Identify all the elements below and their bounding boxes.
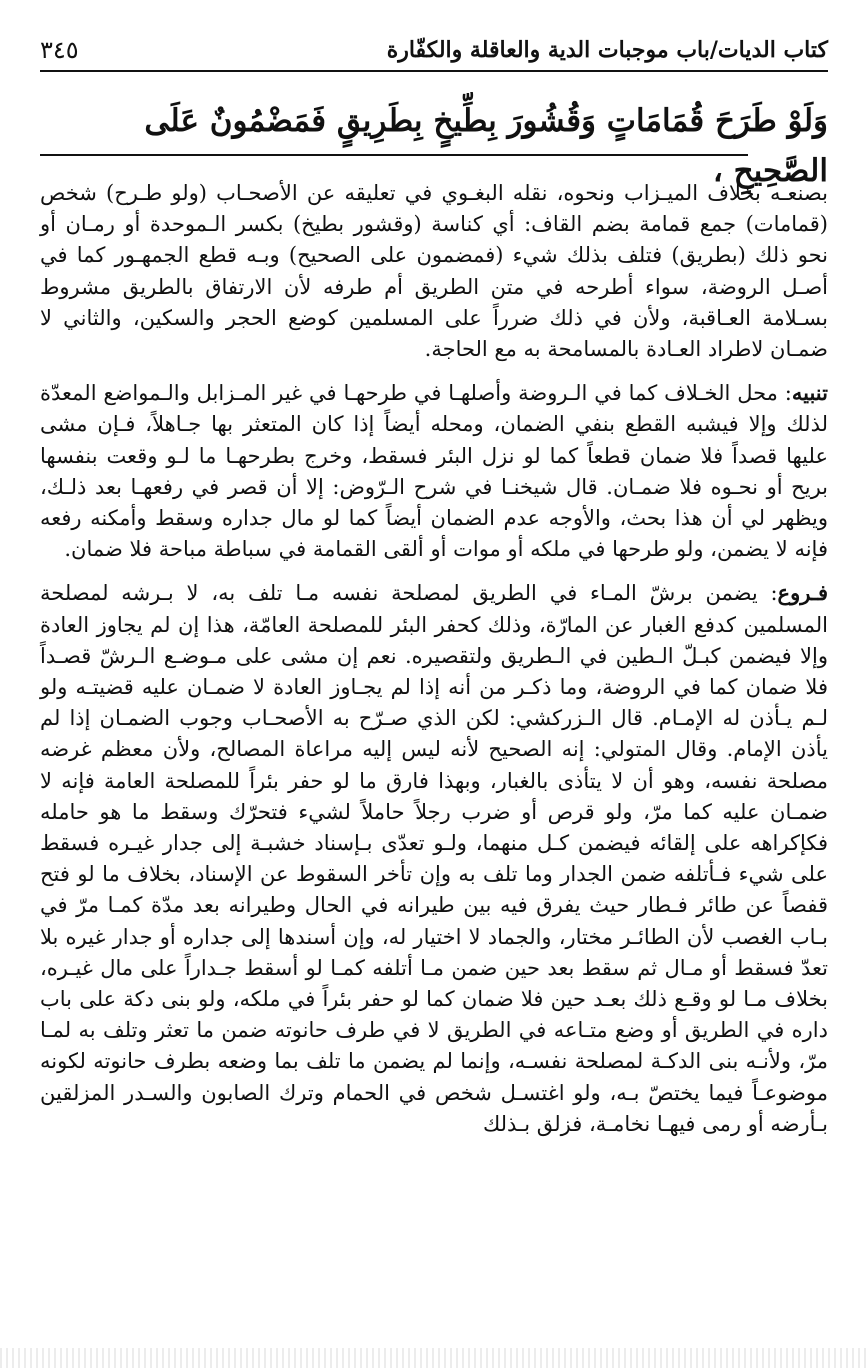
paragraph-1: بصنعـه بخلاف الميـزاب ونحوه، نقله البغـوي في تعليقه عن الأصحـاب (ولو طـرح) شخص (قمامات) جمع قمامة بضم القاف: أي كناسة (وقشور بطيخ) بكسر الـموحدة أو رمـان أو نحو ذلك (بطريق) فتلف بذلك شيء (فمضمون على الصحيح) وبـه قطع الجمهـور كما في أصـل الروضة، سواء أطرحه في متن الطريق أم طرفه لأن الارتفاق بالطريق مشروط بسـلامة العـاقبة، ولأن في ذلك ضرراً على المسلمين كوضع الحجر والسكين، والثاني لا ضمـان لاطراد العـادة بالمسامحة به مع الحاجة. [40, 181, 828, 362]
commentary-body [40, 178, 828, 1140]
page-number: ٣٤٥ [40, 36, 79, 64]
matn-divider [40, 154, 748, 156]
tanbih-label: تنبيه [791, 380, 828, 406]
running-title: كتاب الديات/باب موجبات الدية والعاقلة والكفّارة [386, 37, 828, 63]
matn-text: وَلَوْ طَرَحَ قُمَامَاتٍ وَقُشُورَ بِطِّيخٍ بِطَرِيقٍ فَمَضْمُونٌ عَلَى الصَّحِيحِ ، [144, 103, 828, 189]
furu-text: : يضمن برشّ المـاء في الطريق لمصلحة نفسه مـا تلف به، لا بـرشه لمصلحة المسلمين كدفع الغبار عن المارّة، وذلك كحفر البئر للمصلحة العامّة، هذا إن لم يجاوز العادة وإلا فيضمن كبـلّ الـطين في الـطريق ولتقصيره. نعم إن مشى على مـوضـع الـرشّ قصـداً فلا ضمان كما في الروضة، وما ذكـر من أنه إذا لم يجـاوز العادة لا ضمـان عليه قضيتـه ولو لـم يـأذن له الإمـام. قال الـزركشي: لكن الذي صـرّح به الأصحـاب وجوب الضمـان إذا لم يأذن الإمام. وقال المتولي: إنه الصحيح لأنه ليس إليه مراعاة المصالح، ولأن معظم غرضه مصلحة نفسه، وهو أن لا يتأذى بالغبار، وبهذا فارق ما لو حفر بئراً للمصلحة العامة فإنه لا ضمـان عليه كما مرّ، ولو قرص أو ضرب رجلاً حاملاً لشيء فتحرّك وسقط ما هو حامله فكإكراهه على إلقائه فيضمن كـل منهما، ولـو تعدّى بـإسناد خشبـة إلى جدار غيـره فسقط على شيء فـأتلفه ضمن الجدار وما تلف به وإن تأخر السقوط عن الإسناد، بخلاف ما لو فتح قفصاً عن طائر فـطار حيث يفرق فيه بين طيرانه في الحال وطيرانه بعد مدّة كمـا مرّ في بـاب الغصب لأن الطائـر مختار، والجماد لا اختيار له، وإن أسندها إلى جداره أو جدار غيره بلا تعدّ فسقط أو مـال ثم سقط بعد حين ضمن مـا أتلفه كمـا لو أسقط جـداراً على مال غيـره، بخلاف مـا لو وقـع ذلك بعـد حين فلا ضمان كما لو حفر بئراً في ملكه، ولو بنى دكة على باب داره في الطريق أو وضع متـاعه في الطريق لا في طرف حانوته ضمن ما تعثر وتلف به لمـا مرّ، ولأنـه بنى الدكـة لمصلحة نفسـه، وإنما لم يضمن ما تلف بما وضعه بطرف حانوته لكونه موضوعـاً فيما يختصّ بـه، ولو اغتسـل شخص في الحمام وترك الصابون والسـدر المزلقين بـأرضه أو رمى فيهـا نخامـة، فزلق بـذلك [40, 581, 828, 1136]
scan-noise-strip [0, 1348, 868, 1368]
tanbih-text: : محل الخـلاف كما في الـروضة وأصلهـا في طرحهـا في غير المـزابل والـمواضع المعدّة لذلك وإلا فيشبه القطع بنفي الضمان، ومحله أيضاً إذا كان المتعثر بها جـاهلاً، فـإن مشى عليها قصداً فلا ضمان قطعاً كما لو نزل البئر فسقط، وخرج بطرحهـا ما لـو وقعت بنفسها بريح أو نحـوه فلا ضمـان. قال شيخنـا في شرح الـرّوض: إلا أن قصر في رفعهـا بعد ذلـك، ويظهر لي أن هذا بحث، والأوجه عدم الضمان أيضاً كما لو مال جداره وسقط وأمكنه رفعه فإنه لا يضمن، ولو طرحها في ملكه أو موات أو ألقى القمامة في سباطة مباحة فلا ضمان. [40, 381, 828, 562]
paragraph-tanbih [40, 377, 828, 565]
paragraph-furu [40, 577, 828, 1140]
page-header [40, 30, 828, 72]
furu-label: فـروع [777, 580, 828, 606]
